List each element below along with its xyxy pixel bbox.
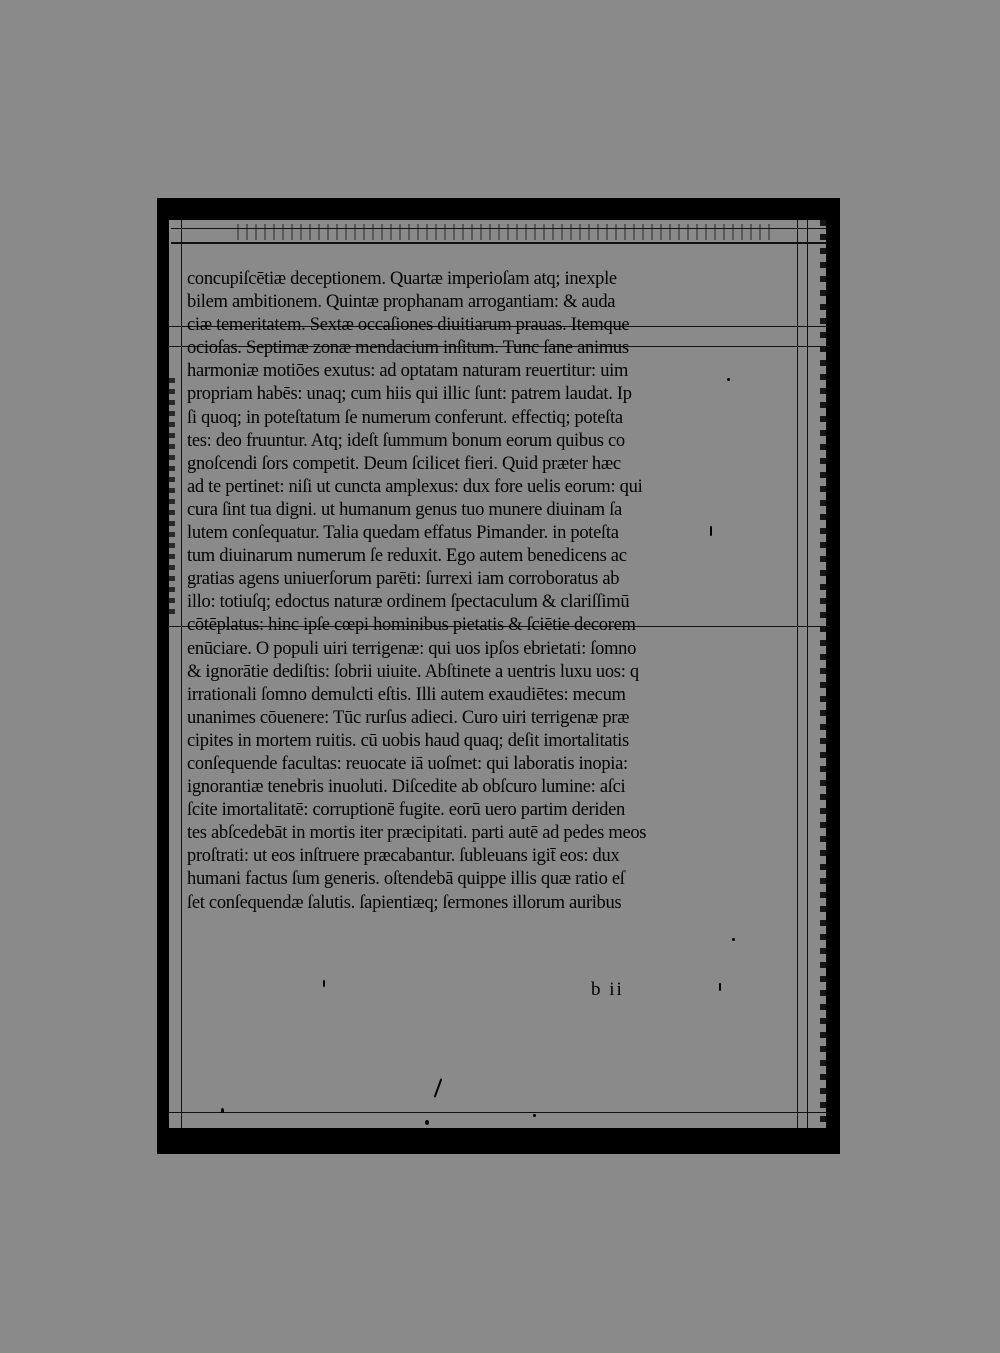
page-margin-noise-right (820, 220, 826, 1128)
ink-speck (533, 1114, 536, 1117)
text-line: ſcite imortalitatē: corruptionē fugite. eorū uero partim deriden (187, 800, 625, 821)
text-line: cura ſint tua digni. ut humanum genus tuo munere diuinam ſa (187, 499, 622, 520)
text-line: ignorantiæ tenebris inuoluti. Diſcedite ab obſcuro lumine: aſci (187, 777, 626, 798)
ink-speck (710, 526, 712, 536)
text-line: lutem conſequatur. Talia quedam effatus Pimander. in poteſta (187, 523, 619, 544)
text-line: tum diuinarum numerum ſe reduxit. Ego autem benedicens ac (187, 546, 627, 567)
text-line: unanimes cōuenere: Tūc rurſus adieci. Curo uiri terrigenæ præ (187, 707, 630, 728)
vertical-rule (797, 220, 798, 1128)
rule-line (171, 242, 826, 244)
ink-speck (732, 938, 735, 941)
ink-speck (425, 1120, 429, 1125)
text-line: & ignorātie dediſtis: ſobrii uiuite. Abſtinete a uentris luxu uos: q (187, 661, 639, 682)
signature-mark: b ii (591, 979, 624, 1000)
text-line: illo: totiuſq; edoctus naturæ ordinem ſpectaculum & clariſſimū (187, 592, 630, 613)
text-line: proſtrati: ut eos inſtruere præcabantur. ſubleuans igit̄ eos: dux (187, 846, 620, 867)
text-body (187, 268, 707, 915)
page-edge-right (826, 198, 840, 1154)
text-line: ſet conſequendæ ſalutis. ſapientiæq; ſermones illorum auribus (187, 892, 622, 913)
page-margin-noise-left (169, 378, 175, 618)
page-edge-left (157, 198, 169, 1154)
page-edge-bottom (157, 1128, 840, 1154)
text-line: ocioſas. Septimæ zonæ mendacium inſitum. Tunc ſane animus (187, 338, 629, 359)
text-line: propriam habēs: unaq; cum hiis qui illic ſunt: patrem laudat. Ip (187, 384, 632, 405)
text-line: tes: deo fruuntur. Atq; ideſt ſummum bonum eorum quibus co (187, 430, 625, 451)
text-line: bilem ambitionem. Quintæ prophanam arrogantiam: & auda (187, 292, 616, 313)
text-line: ciæ temeritatem. Sextæ occaſiones diuitiarum prauas. Itemque (187, 315, 630, 336)
text-line: gratias agens uniuerſorum parēti: ſurrexi iam corroboratus ab (187, 569, 620, 590)
page-edge-top (157, 198, 840, 220)
text-line: irrationali ſomno demulcti eſtis. Illi autem exaudiētes: mecum (187, 684, 626, 705)
text-line: cōtēplatus: hinc ipſe cœpi hominibus pietatis & ſciētie decorem (187, 615, 636, 636)
ink-speck (727, 378, 730, 381)
ink-speck (719, 983, 721, 991)
vertical-rule (807, 220, 808, 1128)
header-noise (237, 224, 777, 240)
vertical-rule (181, 220, 182, 1128)
rule-line (169, 1112, 829, 1113)
ink-speck (221, 1108, 224, 1113)
text-line: gnoſcendi ſors competit. Deum ſcilicet fieri. Quid præter hæc (187, 453, 621, 474)
ink-speck (434, 1078, 443, 1097)
scanned-page (157, 198, 840, 1154)
ink-speck (323, 980, 325, 987)
text-line: ſi quoq; in poteſtatum ſe numerum conferunt. effectiq; poteſta (187, 407, 623, 428)
text-line: enūciare. O populi uiri terrigenæ: qui uos ipſos ebrietati: ſomno (187, 638, 637, 659)
text-line: conſequende facultas: reuocate iā uoſmet: qui laboratis inopia: (187, 753, 628, 774)
text-line: tes abſcedebāt in mortis iter præcipitati. parti autē ad pedes meos (187, 823, 647, 844)
rule-line (171, 228, 826, 229)
text-line: ad te pertinet: niſi ut cuncta amplexus: dux fore uelis eorum: qui (187, 476, 643, 497)
text-line: cipites in mortem ruitis. cū uobis haud quaq; deſit imortalitatis (187, 730, 629, 751)
text-line: harmoniæ motiōes exutus: ad optatam naturam reuertitur: uim (187, 361, 629, 382)
text-line: concupiſcētiæ deceptionem. Quartæ imperioſam atq; inexple (187, 269, 617, 289)
text-line: humani factus ſum generis. oſtendebā quippe illis quæ ratio eſ (187, 869, 625, 890)
